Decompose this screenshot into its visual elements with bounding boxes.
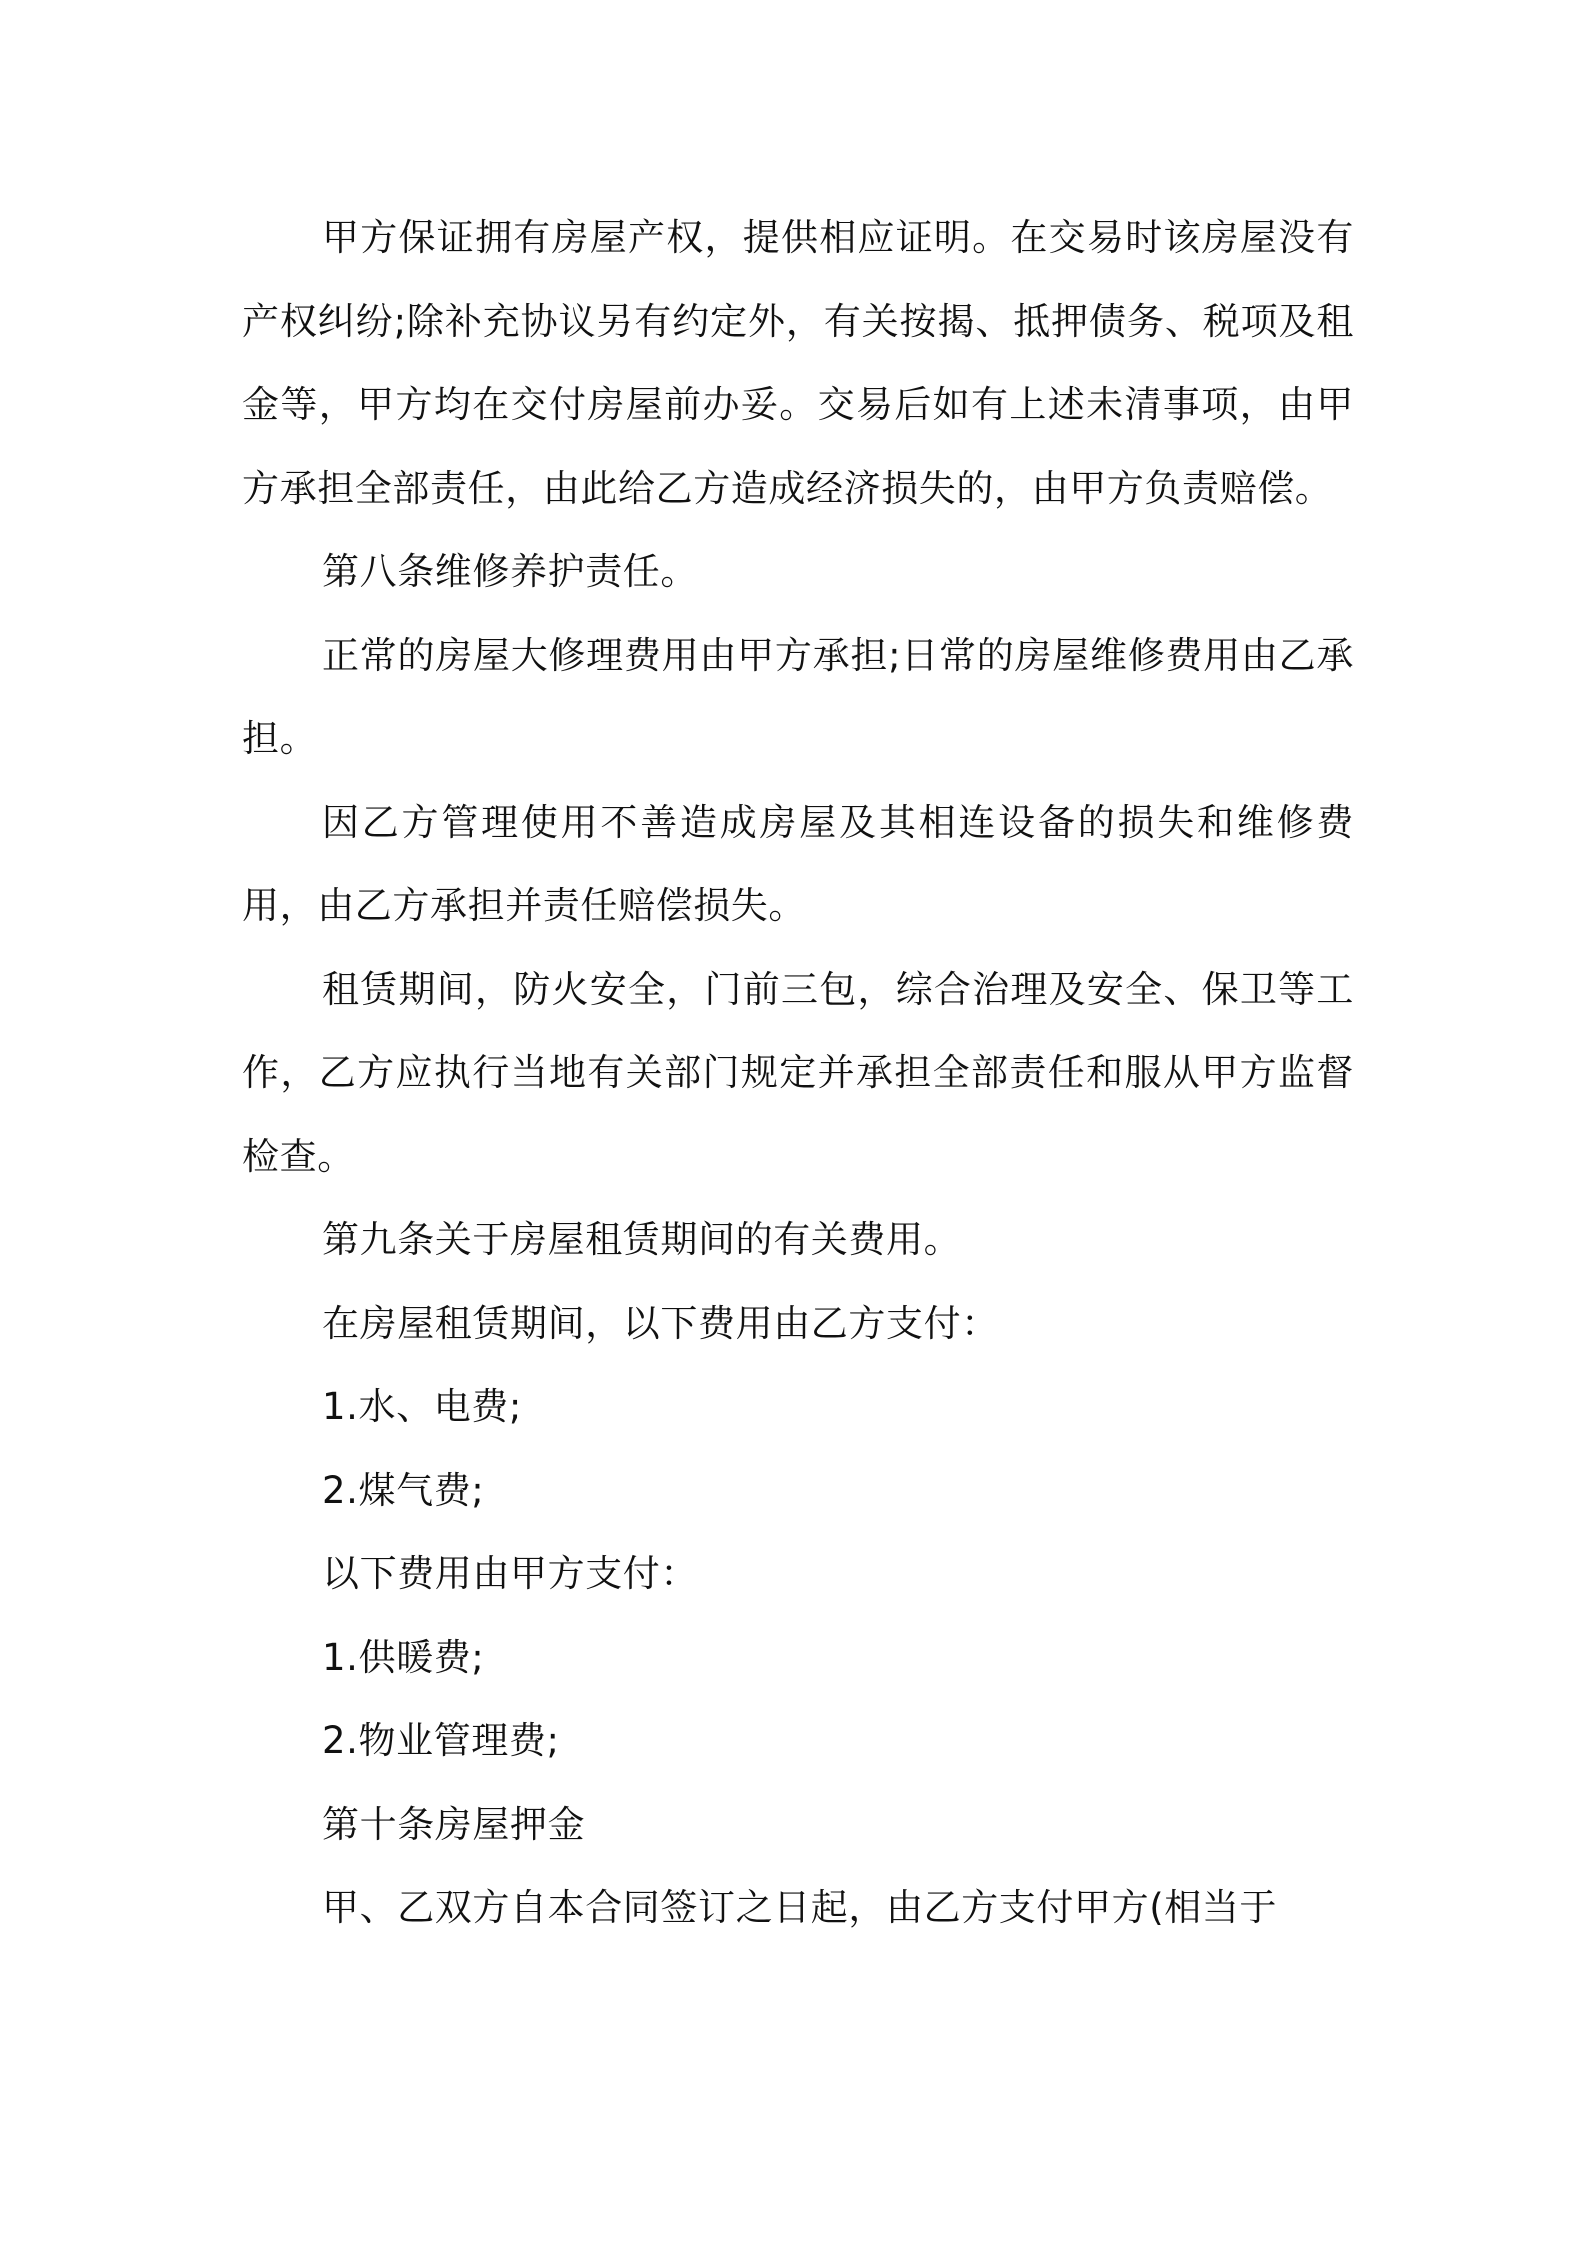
paragraph-owner-guarantee: 甲方保证拥有房屋产权，提供相应证明。在交易时该房屋没有产权纠纷;除补充协议另有约定外，有关按揭、抵押债务、税项及租金等，甲方均在交付房屋前办妥。交易后如有上述未清事项，由甲方承担全部责任，由此给乙方造成经济损失的，由甲方负责赔偿。 [242,216,1354,510]
list-item-water-electricity: 1.水、电费; [322,1385,522,1428]
heading-article-8: 第八条维修养护责任。 [322,550,698,593]
heading-article-10: 第十条房屋押金 [322,1802,586,1846]
paragraph-landlord-pays-intro: 以下费用由甲方支付： [322,1552,698,1595]
paragraph-tenant-pays-intro: 在房屋租赁期间，以下费用由乙方支付： [322,1301,999,1345]
paragraph-repair-costs: 正常的房屋大修理费用由甲方承担;日常的房屋维修费用由乙承担。 [242,633,1354,760]
list-item-property-management: 2.物业管理费; [322,1719,560,1762]
list-item-heating: 1.供暖费; [322,1635,485,1679]
list-item-gas: 2.煤气费; [322,1468,485,1512]
paragraph-deposit: 甲、乙双方自本合同签订之日起，由乙方支付甲方(相当于 [322,1886,1278,1929]
heading-article-9: 第九条关于房屋租赁期间的有关费用。 [322,1218,962,1261]
paragraph-misuse-liability: 因乙方管理使用不善造成房屋及其相连设备的损失和维修费用，由乙方承担并责任赔偿损失。 [242,800,1354,927]
paragraph-safety-duties: 租赁期间，防火安全，门前三包，综合治理及安全、保卫等工作，乙方应执行当地有关部门规定并承担全部责任和服从甲方监督检查。 [242,967,1354,1178]
document-body [242,196,1354,1950]
